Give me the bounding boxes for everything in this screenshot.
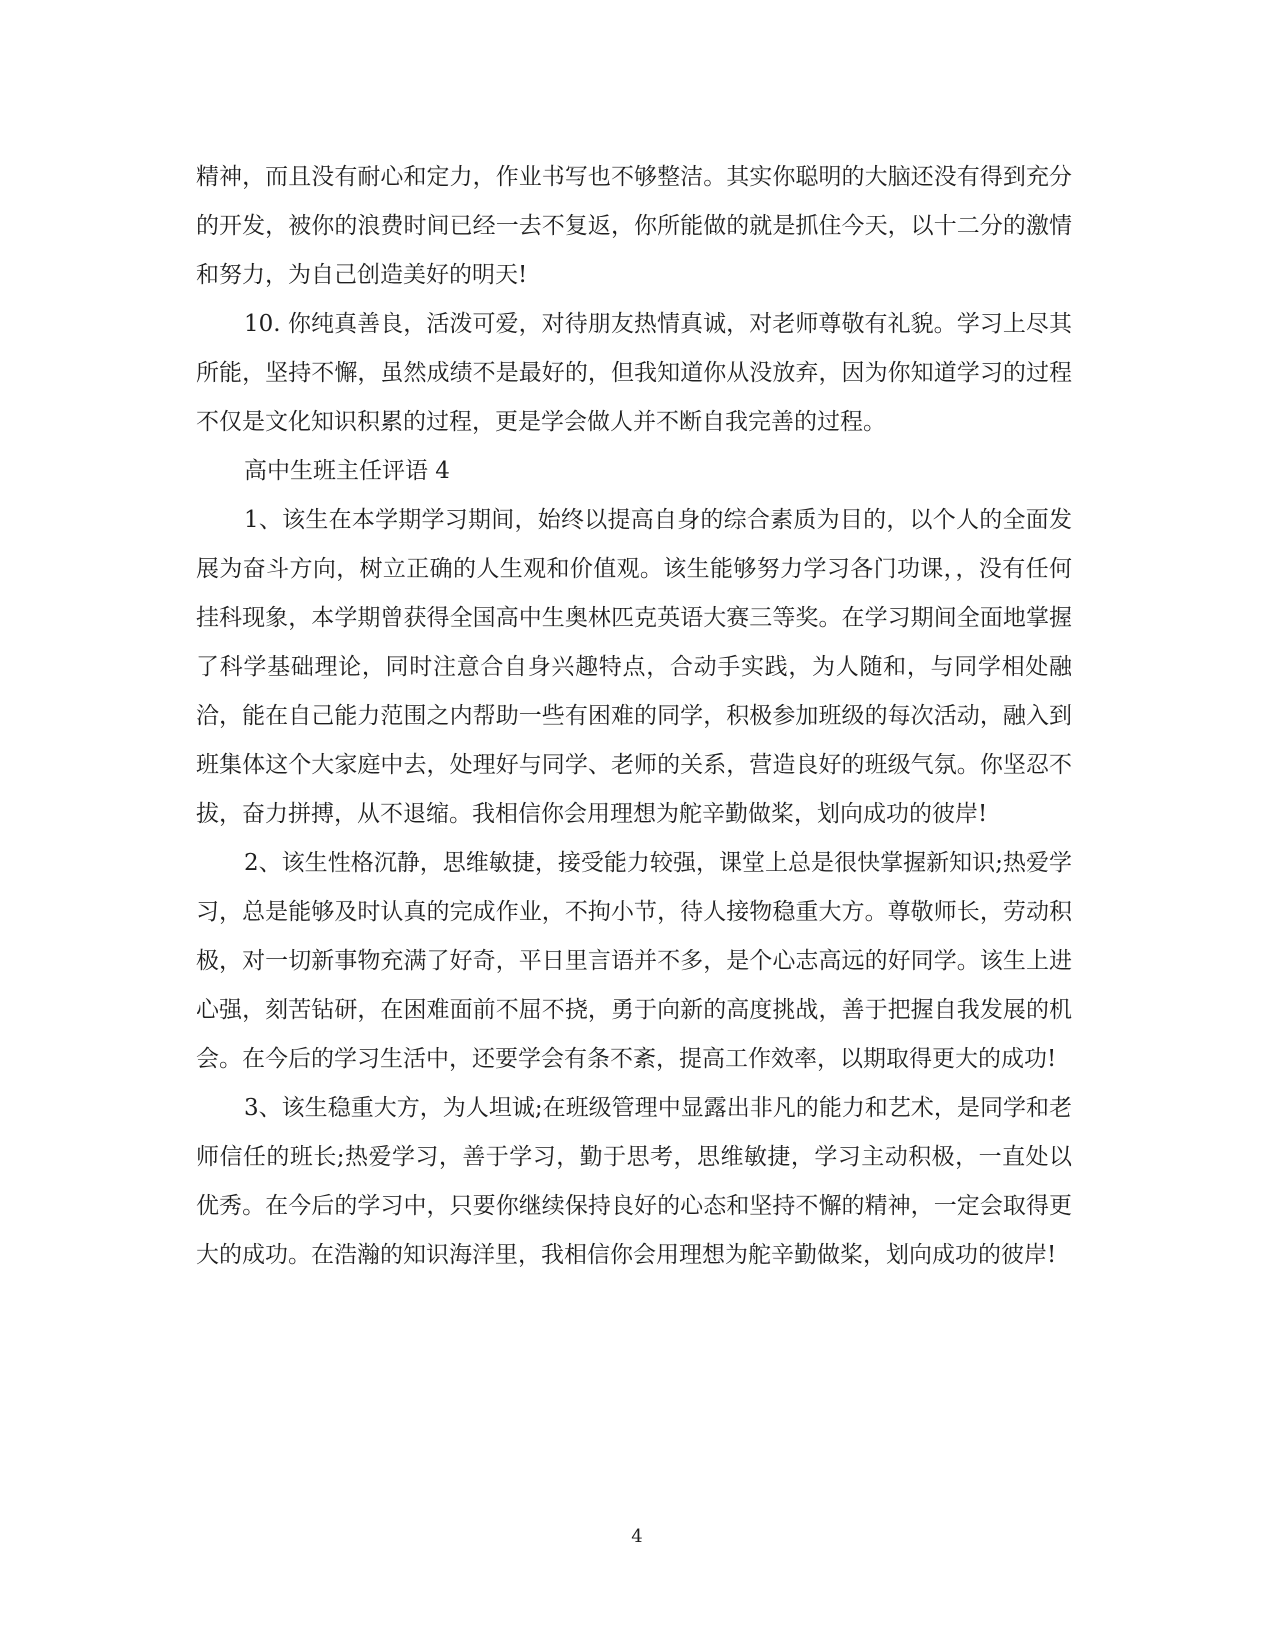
page-number: 4 [631,1526,643,1547]
section-heading: 高中生班主任评语 4 [244,458,450,484]
paragraph-comment-2: 2、该生性格沉静，思维敏捷，接受能力较强，课堂上总是很快掌握新知识;热爱学习，总是能够及时认真的完成作业，不拘小节，待人接物稳重大方。尊敬师长，劳动积极，对一切新事物充满了好奇，平日里言语并不多，是个心志高远的好同学。该生上进心强，刻苦钻研，在困难面前不屈不挠，勇于向新的高度挑战，善于把握自我发展的机会。在今后的学习生活中，还要学会有条不紊，提高工作效率，以期取得更大的成功! [196,850,1072,1072]
paragraph-comment-10: 10. 你纯真善良，活泼可爱，对待朋友热情真诚，对老师尊敬有礼貌。学习上尽其所能，坚持不懈，虽然成绩不是最好的，但我知道你从没放弃，因为你知道学习的过程不仅是文化知识积累的过程，更是学会做人并不断自我完善的过程。 [196,311,1072,435]
document-body [196,153,1072,1280]
paragraph-comment-3: 3、该生稳重大方，为人坦诚;在班级管理中显露出非凡的能力和艺术，是同学和老师信任的班长;热爱学习，善于学习，勤于思考，思维敏捷，学习主动积极，一直处以优秀。在今后的学习中，只要你继续保持良好的心态和坚持不懈的精神，一定会取得更大的成功。在浩瀚的知识海洋里，我相信你会用理想为舵辛勤做桨，划向成功的彼岸! [196,1095,1072,1268]
paragraph-continuation: 精神，而且没有耐心和定力，作业书写也不够整洁。其实你聪明的大脑还没有得到充分的开发，被你的浪费时间已经一去不复返，你所能做的就是抓住今天，以十二分的激情和努力，为自己创造美好的明天! [196,164,1072,288]
paragraph-comment-1: 1、该生在本学期学习期间，始终以提高自身的综合素质为目的，以个人的全面发展为奋斗方向，树立正确的人生观和价值观。该生能够努力学习各门功课，，没有任何挂科现象，本学期曾获得全国高中生奥林匹克英语大赛三等奖。在学习期间全面地掌握了科学基础理论，同时注意合自身兴趣特点，合动手实践，为人随和，与同学相处融洽，能在自己能力范围之内帮助一些有困难的同学，积极参加班级的每次活动，融入到班集体这个大家庭中去，处理好与同学、老师的关系，营造良好的班级气氛。你坚忍不拔，奋力拼搏，从不退缩。我相信你会用理想为舵辛勤做桨，划向成功的彼岸! [196,507,1072,827]
